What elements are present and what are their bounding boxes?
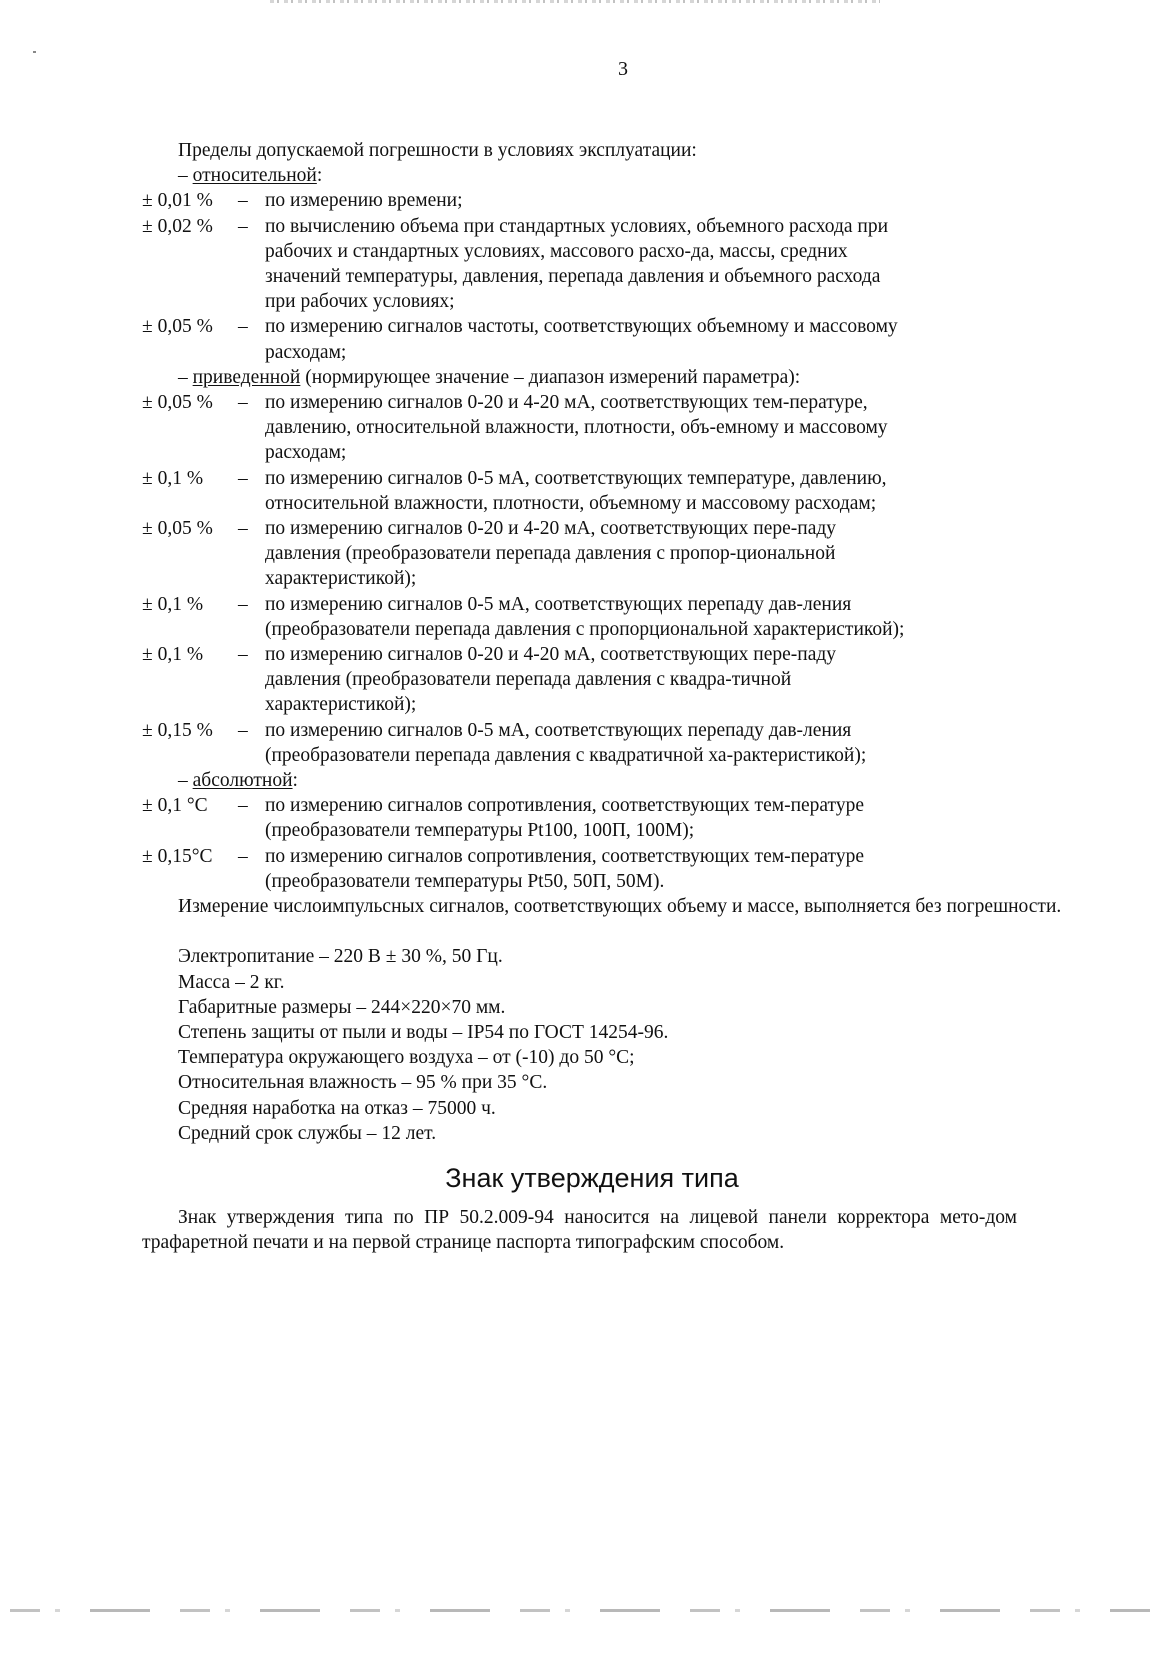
tolerance-value: ± 0,02 % [142, 215, 213, 237]
scan-artifact-dot [33, 51, 36, 53]
section-relative-heading [142, 163, 1082, 188]
dash: – [238, 392, 248, 414]
dash: – [238, 795, 248, 817]
tolerance-description: по измерению сигналов 0-5 мА, соответствующих перепаду дав-ления (преобразователи перепада давления с пропорциональной характеристикой); [265, 593, 905, 640]
tolerance-value: ± 0,1 % [142, 644, 204, 666]
tolerance-value: ± 0,05 % [142, 392, 213, 414]
spacer [142, 919, 1082, 944]
tolerance-description: по измерению времени; [265, 190, 463, 212]
approval-text: Знак утверждения типа по ПР 50.2.009-94 наносится на лицевой панели корректора мето-дом трафаретной печати и на первой странице паспорта типографским способом. [142, 1207, 1017, 1254]
tolerance-item [142, 466, 1082, 516]
tolerance-description: по измерению сигналов 0-20 и 4-20 мА, соответствующих пере-паду давления (преобразователи перепада давления с пропор-циональной характеристикой); [265, 518, 837, 590]
tolerance-item [142, 214, 1082, 315]
section-absolute-heading [142, 768, 1082, 793]
tolerance-value: ± 0,05 % [142, 316, 213, 338]
tolerance-value: ± 0,15 % [142, 719, 213, 741]
tolerance-item [142, 793, 1082, 843]
section-reduced-heading [142, 365, 1082, 390]
tolerance-item [142, 516, 1082, 592]
dash: – [238, 719, 248, 741]
tolerance-item [142, 844, 1082, 894]
scan-artifact-bottom [10, 1609, 1150, 1612]
section-label: приведенной [192, 366, 301, 388]
tolerance-value: ± 0,01 % [142, 190, 213, 212]
spec-mtbf: Средняя наработка на отказ – 75000 ч. [178, 1097, 496, 1119]
spec-mass: Масса – 2 кг. [178, 971, 285, 993]
spec-protection: Степень защиты от пыли и воды – IP54 по ГОСТ 14254-96. [178, 1021, 669, 1043]
dash: – [238, 644, 248, 666]
section-label: абсолютной [192, 770, 293, 792]
tolerance-description: по вычислению объема при стандартных условиях, объемного расхода при рабочих и стандартных условиях, массового расхо-да, массы, средних значений температуры, давления, перепада давления и объемного расхода при рабочих условиях; [265, 215, 889, 313]
dash: – [238, 593, 248, 615]
tolerance-value: ± 0,15°C [142, 845, 213, 867]
section-suffix: : [292, 770, 298, 792]
tolerance-description: по измерению сигналов 0-20 и 4-20 мА, соответствующих тем-пературе, давлению, относительной влажности, плотности, объ-емному и массовому расходам; [265, 392, 888, 464]
tolerance-item [142, 314, 1082, 364]
spec-humidity: Относительная влажность – 95 % при 35 °C. [178, 1072, 548, 1094]
dash: – [238, 845, 248, 867]
section-prefix: – [178, 770, 193, 792]
tolerance-item [142, 390, 1082, 466]
tolerance-description: по измерению сигналов 0-20 и 4-20 мА, соответствующих пере-паду давления (преобразователи перепада давления с квадра-тичной характеристикой); [265, 644, 837, 716]
section-suffix: (нормирующее значение – диапазон измерений параметра): [300, 366, 801, 388]
document-body [142, 138, 1082, 1256]
tolerance-item [142, 188, 1082, 213]
section-prefix: – [178, 165, 193, 187]
tolerance-value: ± 0,1 % [142, 467, 204, 489]
spec-ambient-temperature: Температура окружающего воздуха – от (-10) до 50 °C; [178, 1047, 635, 1069]
tolerance-item [142, 718, 1082, 768]
dash: – [238, 215, 248, 237]
tolerance-item [142, 642, 1082, 718]
dash: – [238, 316, 248, 338]
tolerance-intro: Пределы допускаемой погрешности в условиях эксплуатации: [178, 140, 697, 161]
page-number: 3 [618, 58, 628, 80]
scan-artifact-top [270, 0, 880, 3]
spec-service-life: Средний срок службы – 12 лет. [178, 1122, 437, 1144]
pulse-signal-note: Измерение числоимпульсных сигналов, соответствующих объему и массе, выполняется без погрешности. [178, 896, 1062, 918]
approval-heading: Знак утверждения типа [445, 1162, 739, 1193]
dash: – [238, 467, 248, 489]
spec-dimensions: Габаритные размеры – 244×220×70 мм. [178, 996, 506, 1018]
dash: – [238, 518, 248, 540]
section-label: относительной [192, 165, 317, 187]
tolerance-description: по измерению сигналов сопротивления, соответствующих тем-пературе (преобразователи температуры Pt100, 100П, 100М); [265, 795, 864, 842]
tolerance-description: по измерению сигналов 0-5 мА, соответствующих температуре, давлению, относительной влажности, плотности, объемному и массовому расходам; [265, 467, 887, 514]
dash: – [238, 190, 248, 212]
tolerance-item [142, 592, 1082, 642]
section-prefix: – [178, 366, 193, 388]
tolerance-value: ± 0,05 % [142, 518, 213, 540]
spec-power: Электропитание – 220 В ± 30 %, 50 Гц. [178, 946, 503, 968]
tolerance-value: ± 0,1 °C [142, 795, 208, 817]
tolerance-description: по измерению сигналов 0-5 мА, соответствующих перепаду дав-ления (преобразователи перепада давления с квадратичной ха-рактеристикой); [265, 719, 867, 766]
tolerance-description: по измерению сигналов сопротивления, соответствующих тем-пературе (преобразователи температуры Pt50, 50П, 50М). [265, 845, 864, 892]
tolerance-value: ± 0,1 % [142, 593, 204, 615]
section-suffix: : [316, 165, 323, 187]
tolerance-description: по измерению сигналов частоты, соответствующих объемному и массовому расходам; [265, 316, 898, 363]
